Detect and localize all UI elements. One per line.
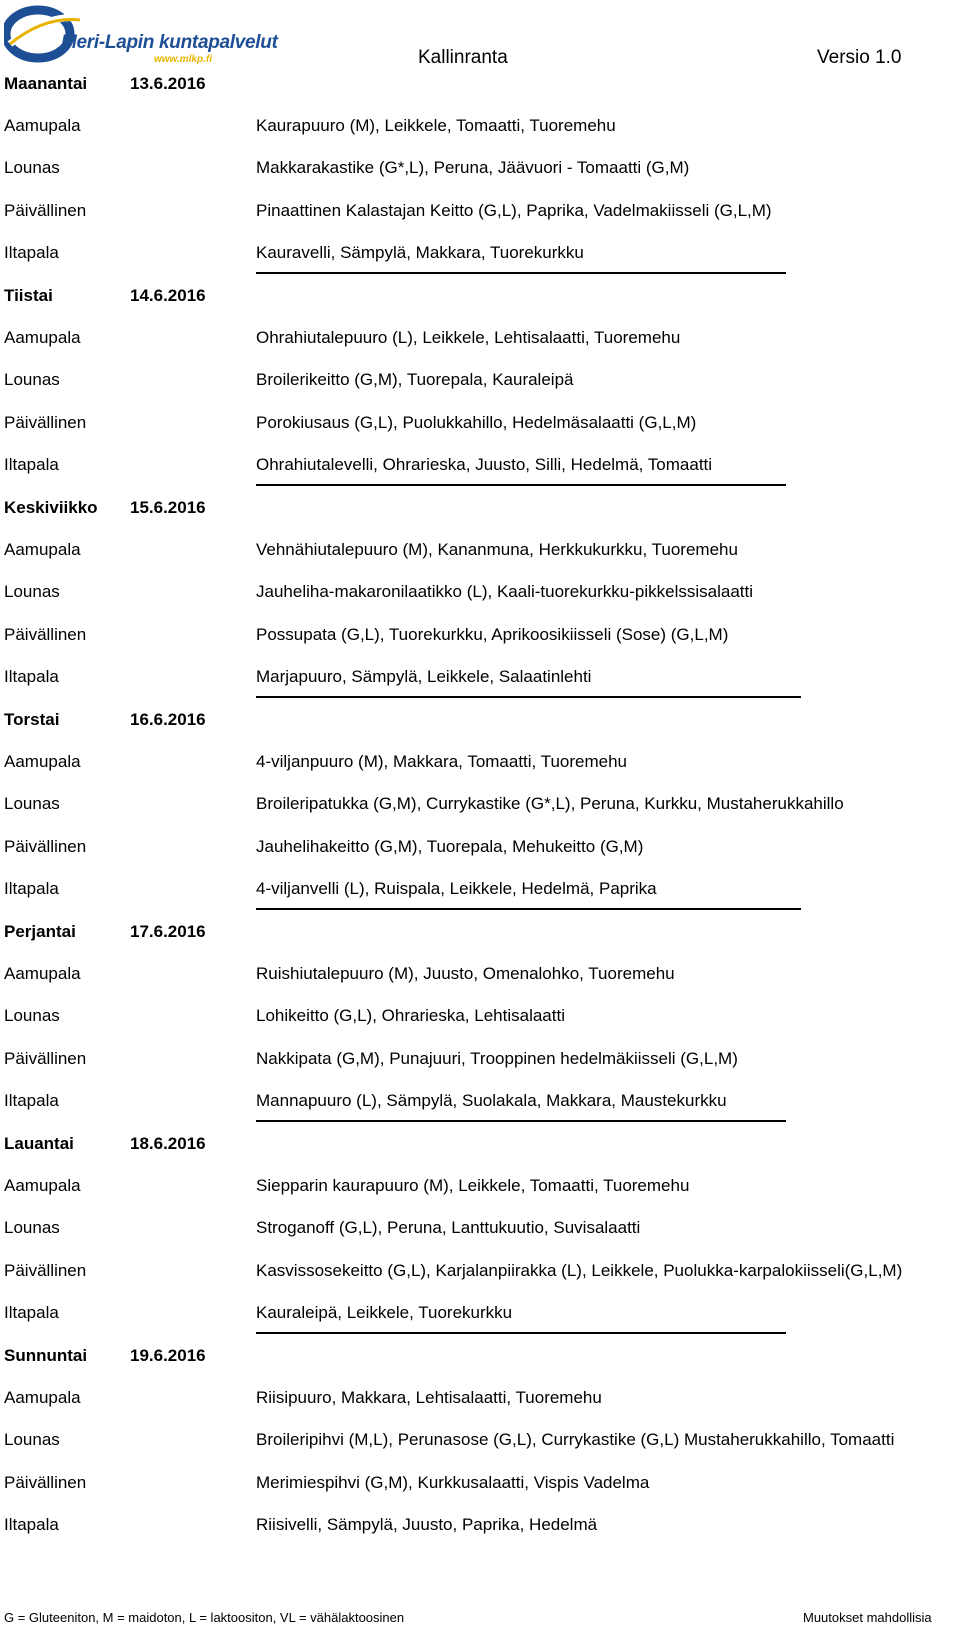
day-block [0,919,960,1131]
meal-label: Lounas [4,370,60,389]
day-name: Sunnuntai [4,1346,88,1365]
meal-text: Makkarakastike (G*,L), Peruna, Jäävuori - Tomaatti (G,M) [256,158,690,177]
meal-row [0,410,960,436]
meal-label: Aamupala [4,116,81,135]
day-block [0,495,960,707]
meal-row [0,622,960,648]
logo-url: www.mlkp.fi [154,54,212,65]
meal-row [0,1385,960,1411]
version-label: Versio 1.0 [817,47,902,68]
meal-text: 4-viljanpuuro (M), Makkara, Tomaatti, Tuoremehu [256,752,628,771]
meal-row [0,367,960,393]
meal-row [0,1088,960,1114]
meal-text: Jauheliha-makaronilaatikko (L), Kaali-tuorekurkku-pikkelssisalaatti [256,582,753,601]
meal-text: Marjapuuro, Sämpylä, Leikkele, Salaatinlehti [256,667,592,686]
day-date: 17.6.2016 [130,922,206,941]
meal-label: Lounas [4,794,60,813]
day-block [0,1131,960,1343]
day-divider [256,484,786,486]
meal-label: Päivällinen [4,201,87,220]
meal-row [0,664,960,690]
meal-text: Kasvissosekeitto (G,L), Karjalanpiirakka (L), Leikkele, Puolukka-karpalokiisseli(G,L,M) [256,1261,903,1280]
meal-label: Lounas [4,1006,60,1025]
meal-row [0,198,960,224]
meal-text: Ohrahiutalevelli, Ohrarieska, Juusto, Silli, Hedelmä, Tomaatti [256,455,713,474]
day-block [0,283,960,495]
meal-label: Iltapala [4,1091,59,1110]
meal-text: Jauhelihakeitto (G,M), Tuorepala, Mehukeitto (G,M) [256,837,644,856]
meal-label: Päivällinen [4,413,87,432]
day-name: Perjantai [4,922,76,941]
meal-label: Iltapala [4,243,59,262]
day-divider [256,272,786,274]
meal-label: Aamupala [4,1176,81,1195]
meal-text: Lohikeitto (G,L), Ohrarieska, Lehtisalaatti [256,1006,565,1025]
meal-row [0,325,960,351]
day-divider [256,908,801,910]
meal-label: Päivällinen [4,625,87,644]
meal-row [0,749,960,775]
meal-text: Broileripatukka (G,M), Currykastike (G*,L), Peruna, Kurkku, Mustaherukkahillo [256,794,844,813]
day-block [0,707,960,919]
meal-text: Merimiespihvi (G,M), Kurkkusalaatti, Vispis Vadelma [256,1473,650,1492]
meal-row [0,834,960,860]
meal-text: Possupata (G,L), Tuorekurkku, Aprikoosikiisseli (Sose) (G,L,M) [256,625,729,644]
meal-row [0,1003,960,1029]
meal-row [0,1173,960,1199]
day-divider [256,1332,786,1334]
day-divider [256,696,801,698]
meal-row [0,1258,960,1284]
meal-label: Aamupala [4,328,81,347]
meal-label: Iltapala [4,1303,59,1322]
meal-text: Siepparin kaurapuuro (M), Leikkele, Tomaatti, Tuoremehu [256,1176,690,1195]
meal-text: Riisivelli, Sämpylä, Juusto, Paprika, Hedelmä [256,1515,598,1534]
meal-label: Iltapala [4,667,59,686]
meal-row [0,537,960,563]
meal-label: Aamupala [4,1388,81,1407]
day-name: Keskiviikko [4,498,98,517]
meal-text: Kaurapuuro (M), Leikkele, Tomaatti, Tuoremehu [256,116,616,135]
meal-row [0,1512,960,1538]
meal-text: Stroganoff (G,L), Peruna, Lanttukuutio, Suvisalaatti [256,1218,641,1237]
meal-text: Nakkipata (G,M), Punajuuri, Trooppinen hedelmäkiisseli (G,L,M) [256,1049,738,1068]
meal-label: Päivällinen [4,837,87,856]
day-date: 18.6.2016 [130,1134,206,1153]
day-name: Maanantai [4,74,88,93]
meal-label: Aamupala [4,964,81,983]
day-divider [256,1120,786,1122]
meal-label: Lounas [4,1430,60,1449]
meal-row [0,579,960,605]
day-date: 14.6.2016 [130,286,206,305]
meal-label: Päivällinen [4,1049,87,1068]
meal-row [0,1300,960,1326]
day-block [0,71,960,283]
meal-text: Ohrahiutalepuuro (L), Leikkele, Lehtisalaatti, Tuoremehu [256,328,681,347]
meal-row [0,240,960,266]
meal-label: Lounas [4,158,60,177]
meal-row [0,1427,960,1453]
meal-row [0,791,960,817]
day-date: 19.6.2016 [130,1346,206,1365]
meal-label: Iltapala [4,1515,59,1534]
meal-row [0,1215,960,1241]
meal-text: 4-viljanvelli (L), Ruispala, Leikkele, Hedelmä, Paprika [256,879,657,898]
location-title: Kallinranta [418,47,508,68]
meal-row [0,1470,960,1496]
meal-text: Broilerikeitto (G,M), Tuorepala, Kauraleipä [256,370,574,389]
meal-row [0,961,960,987]
day-date: 15.6.2016 [130,498,206,517]
meal-text: Kauraleipä, Leikkele, Tuorekurkku [256,1303,513,1322]
logo-name: Meri-Lapin kuntapalvelut [61,32,278,53]
meal-label: Päivällinen [4,1261,87,1280]
day-block [0,1343,960,1555]
meal-row [0,1046,960,1072]
day-date: 13.6.2016 [130,74,206,93]
meal-label: Iltapala [4,455,59,474]
day-date: 16.6.2016 [130,710,206,729]
day-name: Torstai [4,710,60,729]
meal-text: Mannapuuro (L), Sämpylä, Suolakala, Makkara, Maustekurkku [256,1091,727,1110]
meal-label: Aamupala [4,540,81,559]
meal-row [0,452,960,478]
meal-label: Aamupala [4,752,81,771]
meal-label: Lounas [4,582,60,601]
meal-text: Porokiusaus (G,L), Puolukkahillo, Hedelmäsalaatti (G,L,M) [256,413,697,432]
meal-row [0,155,960,181]
meal-text: Vehnähiutalepuuro (M), Kananmuna, Herkkukurkku, Tuoremehu [256,540,738,559]
day-name: Tiistai [4,286,53,305]
changes-note: Muutokset mahdollisia [803,1610,932,1625]
meal-text: Riisipuuro, Makkara, Lehtisalaatti, Tuoremehu [256,1388,602,1407]
diet-legend: G = Gluteeniton, M = maidoton, L = laktoositon, VL = vähälaktoosinen [4,1610,405,1625]
meal-text: Kauravelli, Sämpylä, Makkara, Tuorekurkku [256,243,584,262]
meal-text: Ruishiutalepuuro (M), Juusto, Omenalohko, Tuoremehu [256,964,675,983]
meal-label: Päivällinen [4,1473,87,1492]
company-logo [4,4,284,68]
meal-text: Pinaattinen Kalastajan Keitto (G,L), Paprika, Vadelmakiisseli (G,L,M) [256,201,772,220]
meal-label: Iltapala [4,879,59,898]
meal-text: Broileripihvi (M,L), Perunasose (G,L), Currykastike (G,L) Mustaherukkahillo, Tomaatti [256,1430,895,1449]
day-name: Lauantai [4,1134,74,1153]
meal-row [0,113,960,139]
meal-label: Lounas [4,1218,60,1237]
meal-row [0,876,960,902]
